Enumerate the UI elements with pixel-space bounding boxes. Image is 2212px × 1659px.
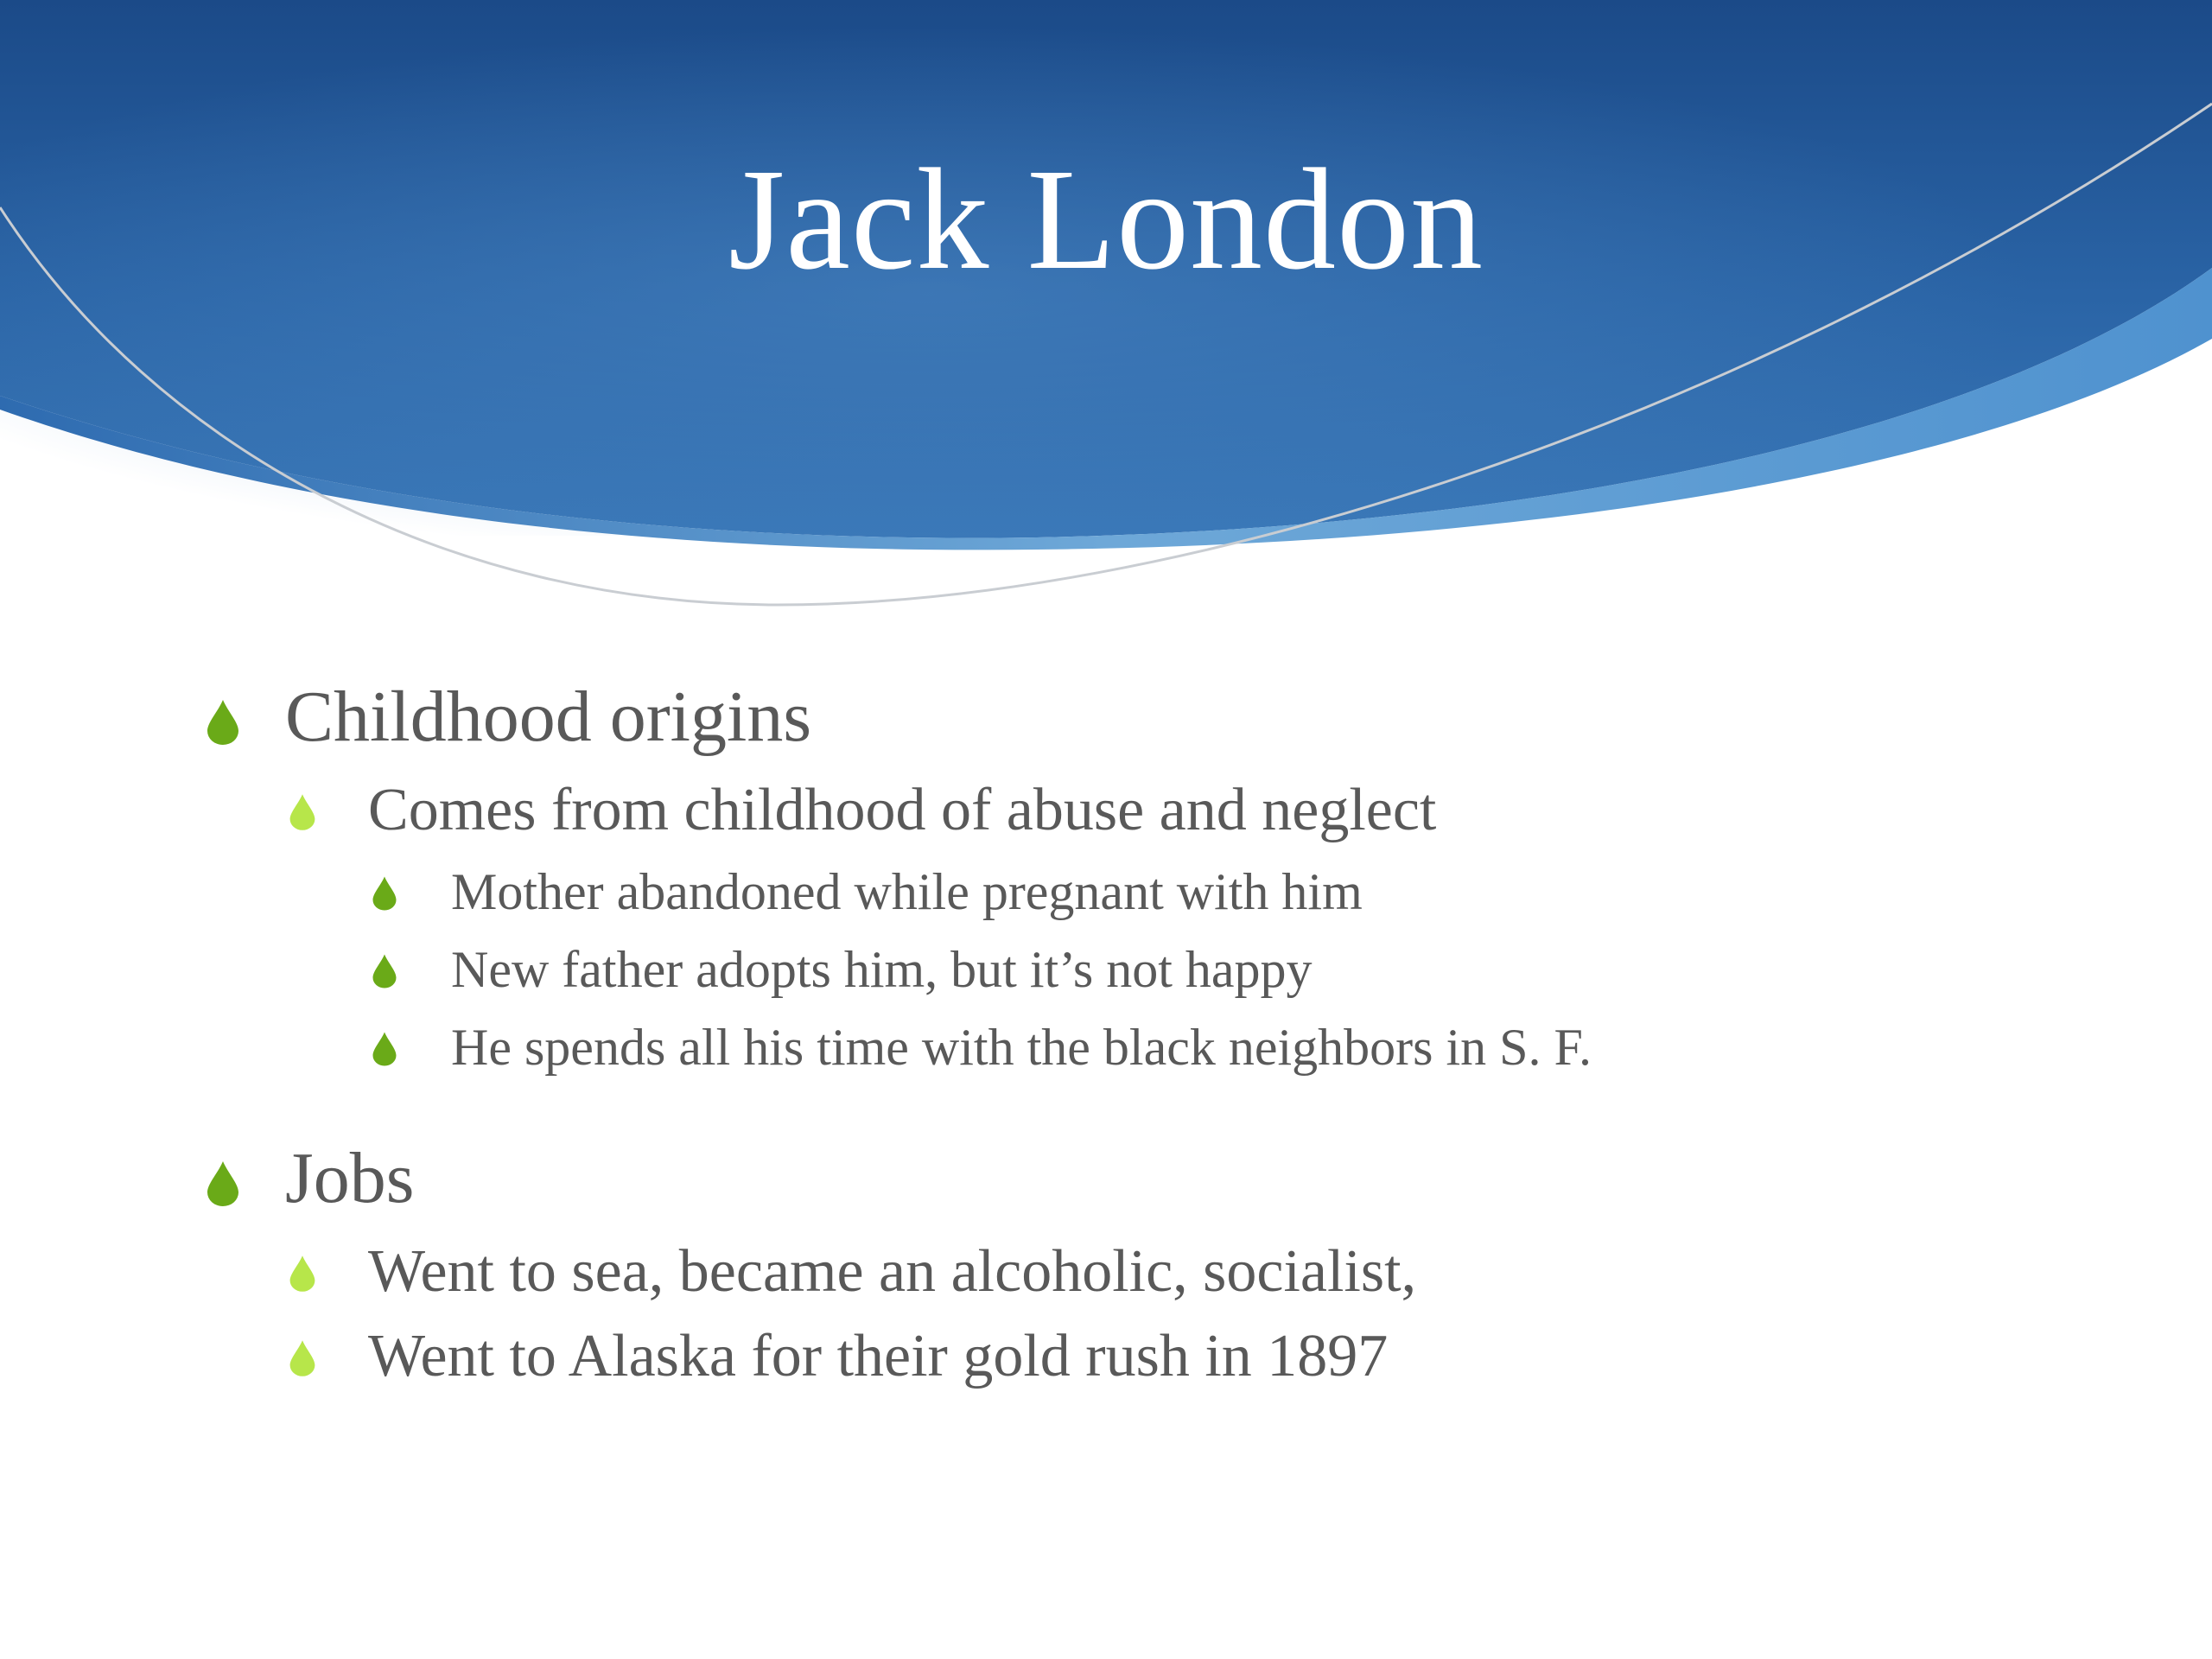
bullet-text: Jobs bbox=[285, 1138, 415, 1218]
droplet-icon bbox=[372, 876, 397, 911]
droplet-icon bbox=[289, 793, 316, 831]
droplet-icon bbox=[372, 954, 397, 988]
bullet-item-level3 bbox=[451, 938, 1313, 1001]
droplet-icon bbox=[372, 1032, 397, 1066]
bullet-item-level2 bbox=[368, 1236, 1416, 1308]
bullet-text: Mother abandoned while pregnant with him bbox=[451, 863, 1363, 920]
droplet-icon bbox=[206, 1161, 240, 1206]
bullet-text: Went to sea, became an alcoholic, socialist, bbox=[368, 1238, 1417, 1305]
bullet-item-level3 bbox=[451, 861, 1363, 923]
bullet-text: He spends all his time with the black neighbors in S. F. bbox=[451, 1019, 1592, 1076]
bullet-item-level2 bbox=[368, 1320, 1388, 1393]
droplet-icon bbox=[289, 1339, 316, 1377]
bullet-text: Went to Alaska for their gold rush in 1897 bbox=[368, 1323, 1389, 1389]
bullet-text: New father adopts him, but it’s not happy bbox=[451, 941, 1313, 998]
bullet-item-level3 bbox=[451, 1016, 1592, 1078]
bullet-text: Comes from childhood of abuse and neglect bbox=[368, 777, 1437, 843]
bullet-text: Childhood origins bbox=[285, 677, 812, 757]
slide-title: Jack London bbox=[728, 139, 1484, 300]
bullet-item-level1 bbox=[285, 1135, 414, 1222]
droplet-icon bbox=[206, 700, 240, 745]
bullet-item-level2 bbox=[368, 774, 1436, 847]
bullet-item-level1 bbox=[285, 674, 811, 760]
droplet-icon bbox=[289, 1255, 316, 1293]
